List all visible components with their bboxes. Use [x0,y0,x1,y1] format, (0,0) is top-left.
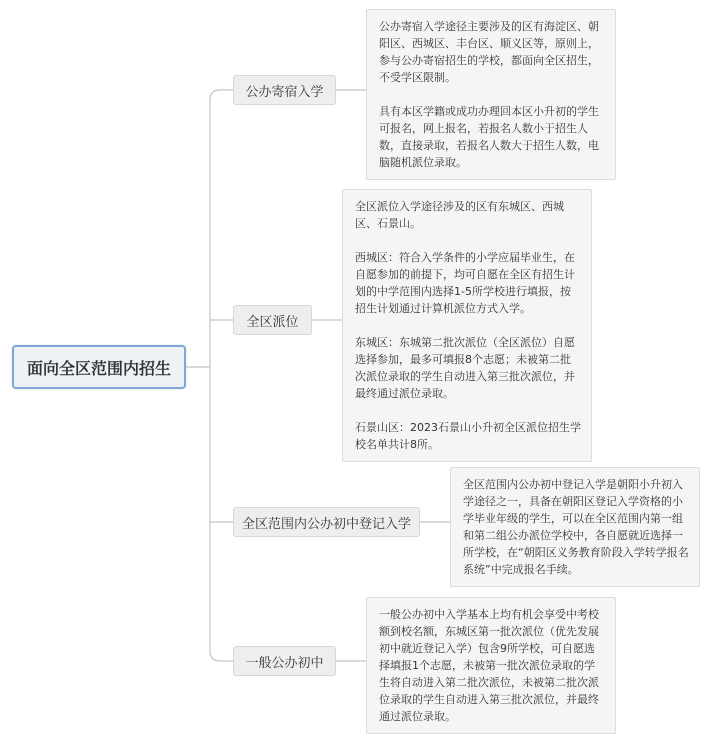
note-paragraph: 公办寄宿入学途径主要涉及的区有海淀区、朝阳区、西城区、丰台区、顺义区等，原则上，参与公办寄宿招生的学校，都面向全区招生，不受学区限制。 [379,20,599,84]
note-paragraph: 具有本区学籍或成功办理回本区小升初的学生可报名，网上报名，若报名人数小于招生人数，直接录取，若报名人数大于招生人数，电脑随机派位录取。 [379,105,599,169]
note-paragraph: 东城区：东城第二批次派位（全区派位）自愿选择参加，最多可填报8个志愿；未被第二批次派位录取的学生自动进入第三批次派位，并最终通过派位录取。 [355,336,575,400]
connector-trunk-vertical [210,90,220,661]
note-paragraph: 一般公办初中入学基本上均有机会享受中考校额到校名额，东城区第一批次派位（优先发展初中就近登记入学）包含9所学校，可自愿选择填报1个志愿，未被第一批次派位录取的学生将自动进入第二批次派位，未被第二批次派位录取的学生自动进入第三批次派位，并最终通过派位录取。 [379,608,599,723]
note-general-public-middle [366,597,616,734]
branch-district-registration[interactable]: 全区范围内公办初中登记入学 [233,507,420,537]
note-paragraph: 石景山区：2023石景山小升初全区派位招生学校名单共计8所。 [355,421,581,451]
note-district-registration [450,467,700,587]
note-public-boarding [366,9,616,180]
note-paragraph: 全区派位入学途径涉及的区有东城区、西城区、石景山。 [355,200,564,230]
branch-district-wide-allocation[interactable]: 全区派位 [233,305,312,335]
branch-public-boarding[interactable]: 公办寄宿入学 [233,75,336,105]
note-district-wide-allocation [342,189,592,462]
root-topic[interactable]: 面向全区范围内招生 [12,345,186,389]
note-paragraph: 西城区：符合入学条件的小学应届毕业生，在自愿参加的前提下，均可自愿在全区有招生计划的中学范围内选择1-5所学校进行填报，按招生计划通过计算机派位方式入学。 [355,251,575,315]
branch-general-public-middle[interactable]: 一般公办初中 [233,646,336,676]
note-paragraph: 全区范围内公办初中登记入学是朝阳小升初入学途径之一，具备在朝阳区登记入学资格的小学毕业年级的学生，可以在全区范围内第一组和第二组公办派位学校中，各自愿就近选择一所学校，在“朝阳区义务教育阶段入学转学报名系统”中完成报名手续。 [463,478,689,576]
